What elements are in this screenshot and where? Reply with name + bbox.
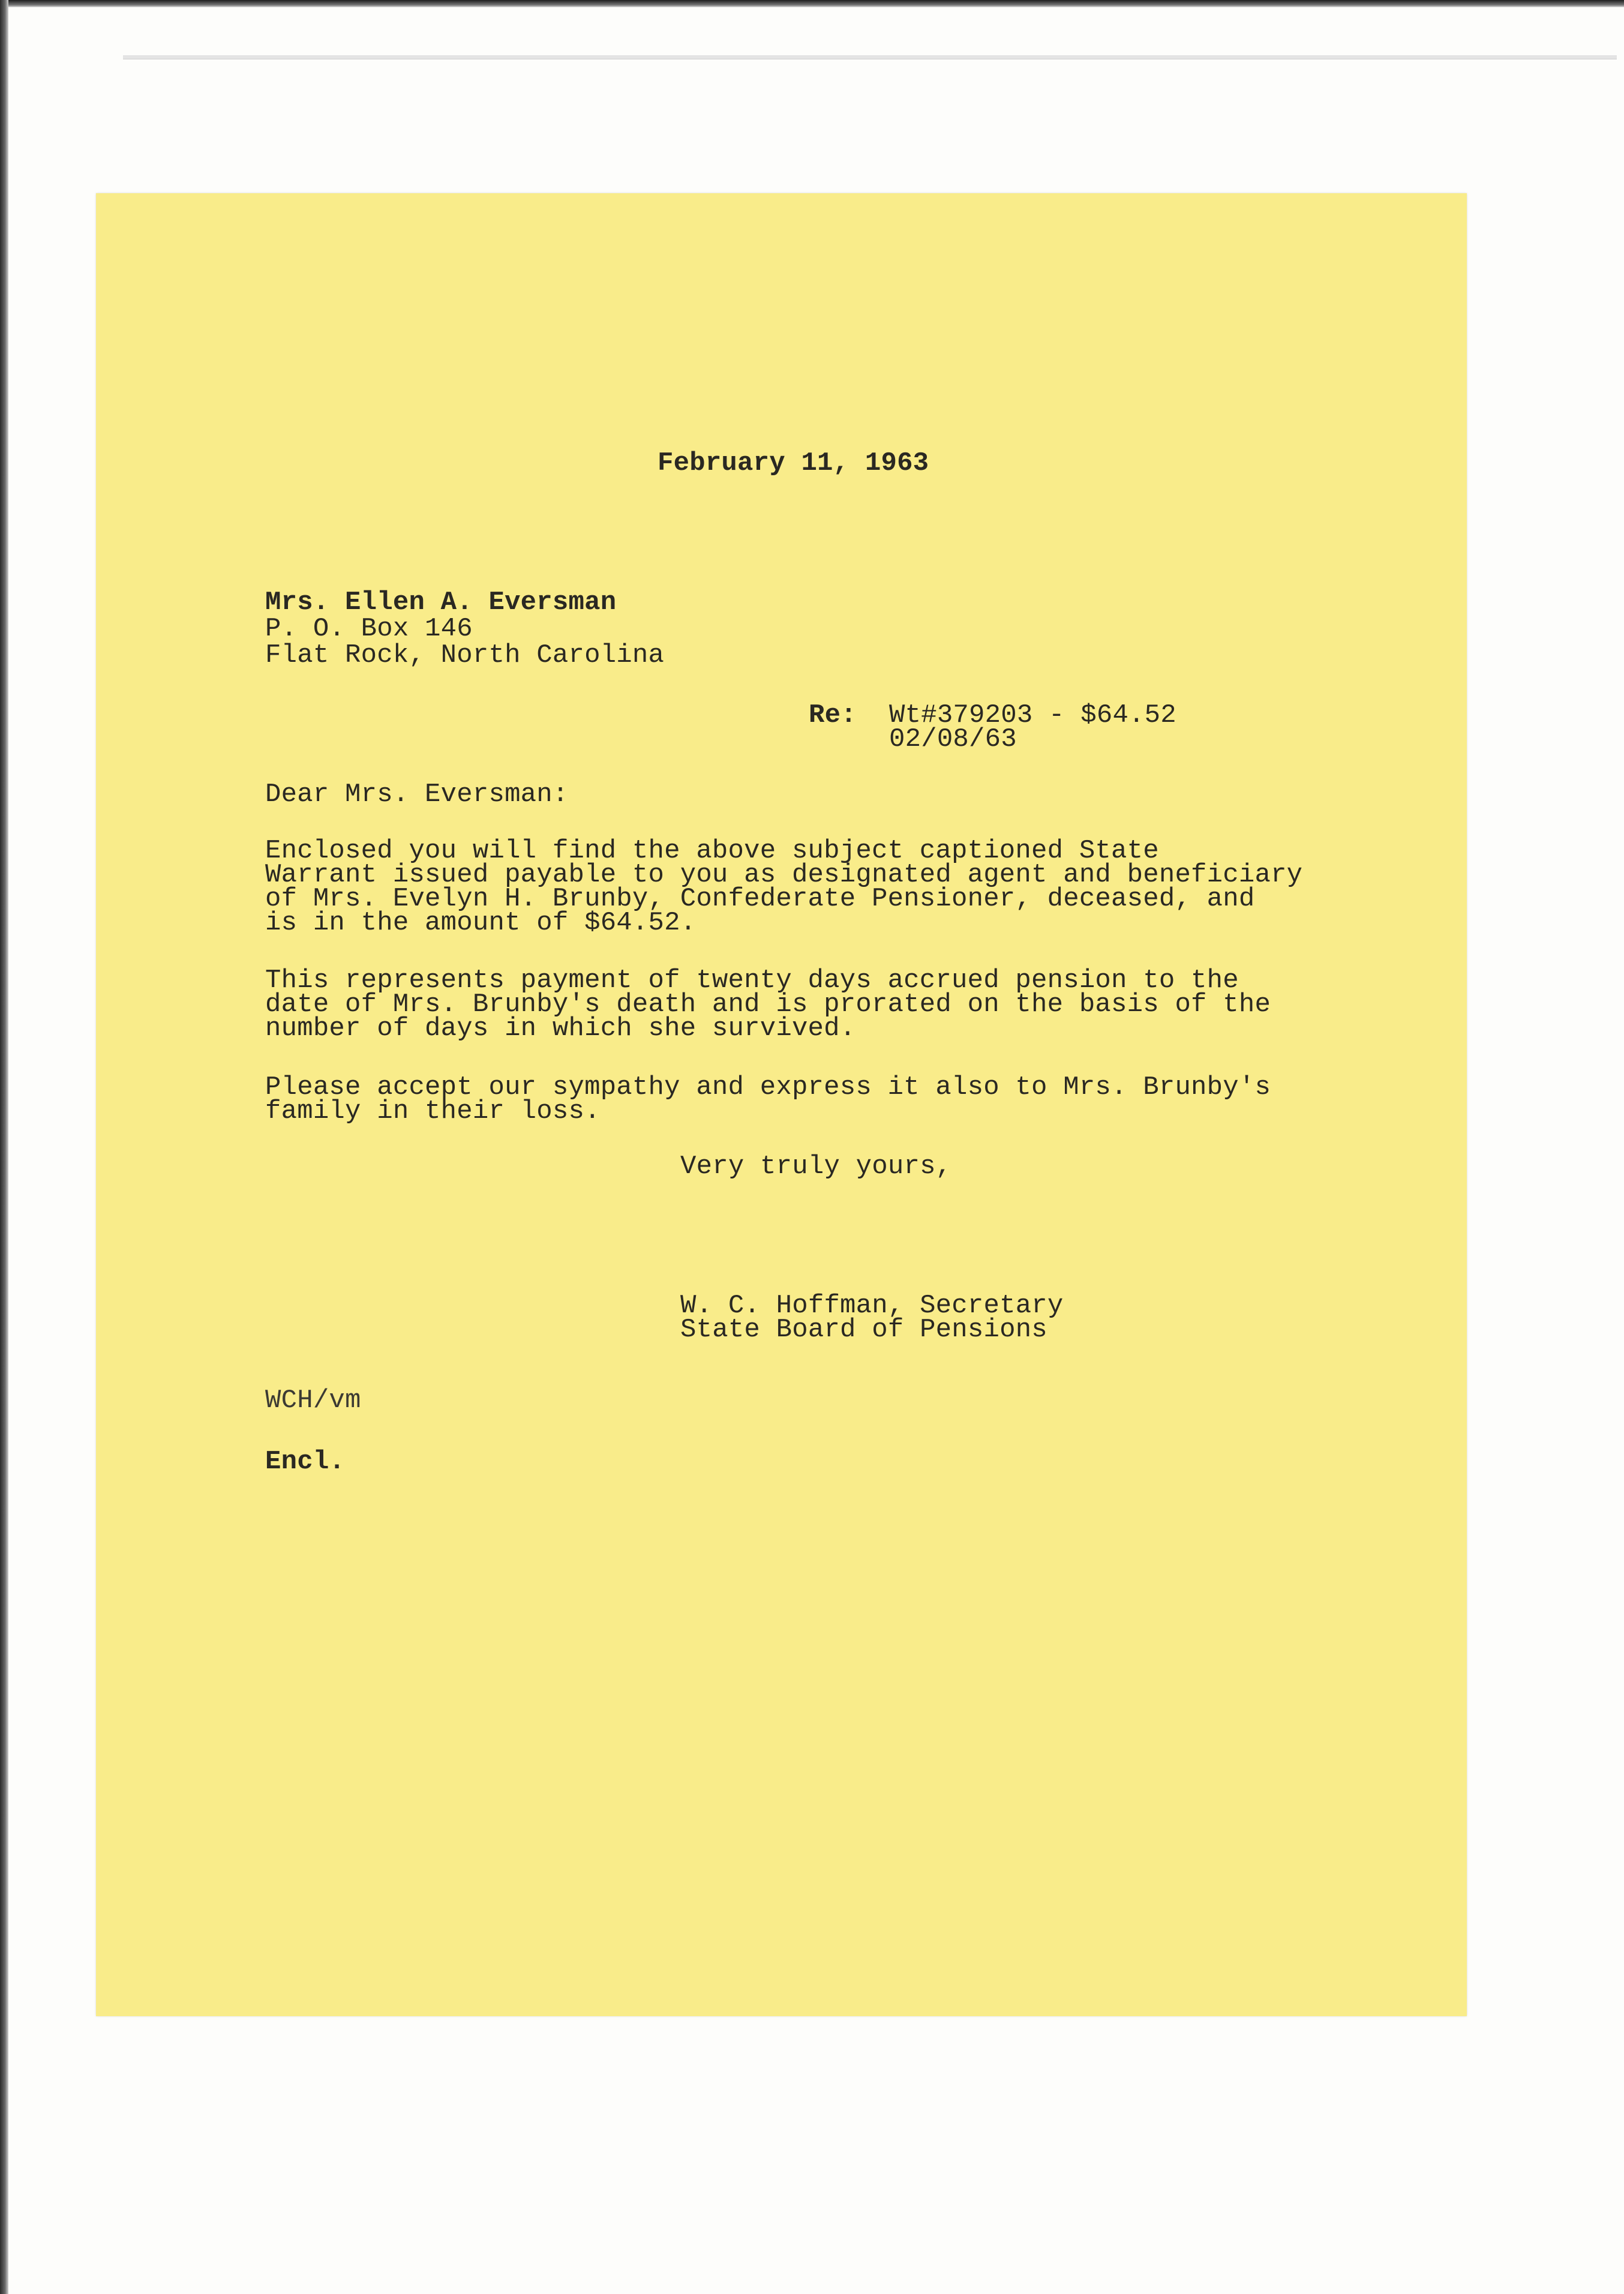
reference-label: Re: [809,700,857,730]
reference-warrant-date: 02/08/63 [889,724,1017,754]
enclosure-note: Encl. [265,1447,346,1477]
paragraph-line: Please accept our sympathy and express it also to Mrs. Brunby's [265,1072,1271,1102]
paragraph-line: date of Mrs. Brunby's death and is prorated on the basis of the [265,989,1271,1019]
paragraph-line: number of days in which she survived. [265,1013,856,1043]
salutation: Dear Mrs. Eversman: [265,779,569,809]
typist-initials: WCH/vm [265,1386,361,1416]
paragraph-line: family in their loss. [265,1096,601,1126]
paragraph-line: is in the amount of $64.52. [265,908,697,938]
signatory-name-title: W. C. Hoffman, Secretary [680,1291,1064,1321]
paragraph-line: Warrant issued payable to you as designated agent and beneficiary [265,860,1303,890]
paragraph-line: Enclosed you will find the above subject captioned State [265,836,1159,866]
signatory-organization: State Board of Pensions [680,1315,1047,1345]
paragraph-line: This represents payment of twenty days accrued pension to the [265,965,1239,995]
letter-date: February 11, 1963 [658,448,929,478]
closing: Very truly yours, [680,1152,952,1182]
letter-sheet [96,193,1467,2016]
recipient-po-box: P. O. Box 146 [265,614,473,644]
backing-sheet-edge [123,55,1617,59]
recipient-name: Mrs. Ellen A. Eversman [265,587,617,617]
recipient-city: Flat Rock, North Carolina [265,640,665,670]
scan-edge-top [0,0,1624,7]
scan-edge-left [0,0,8,2294]
reference-warrant: Wt#379203 - $64.52 [889,700,1176,730]
paragraph-line: of Mrs. Evelyn H. Brunby, Confederate Pensioner, deceased, and [265,884,1255,914]
